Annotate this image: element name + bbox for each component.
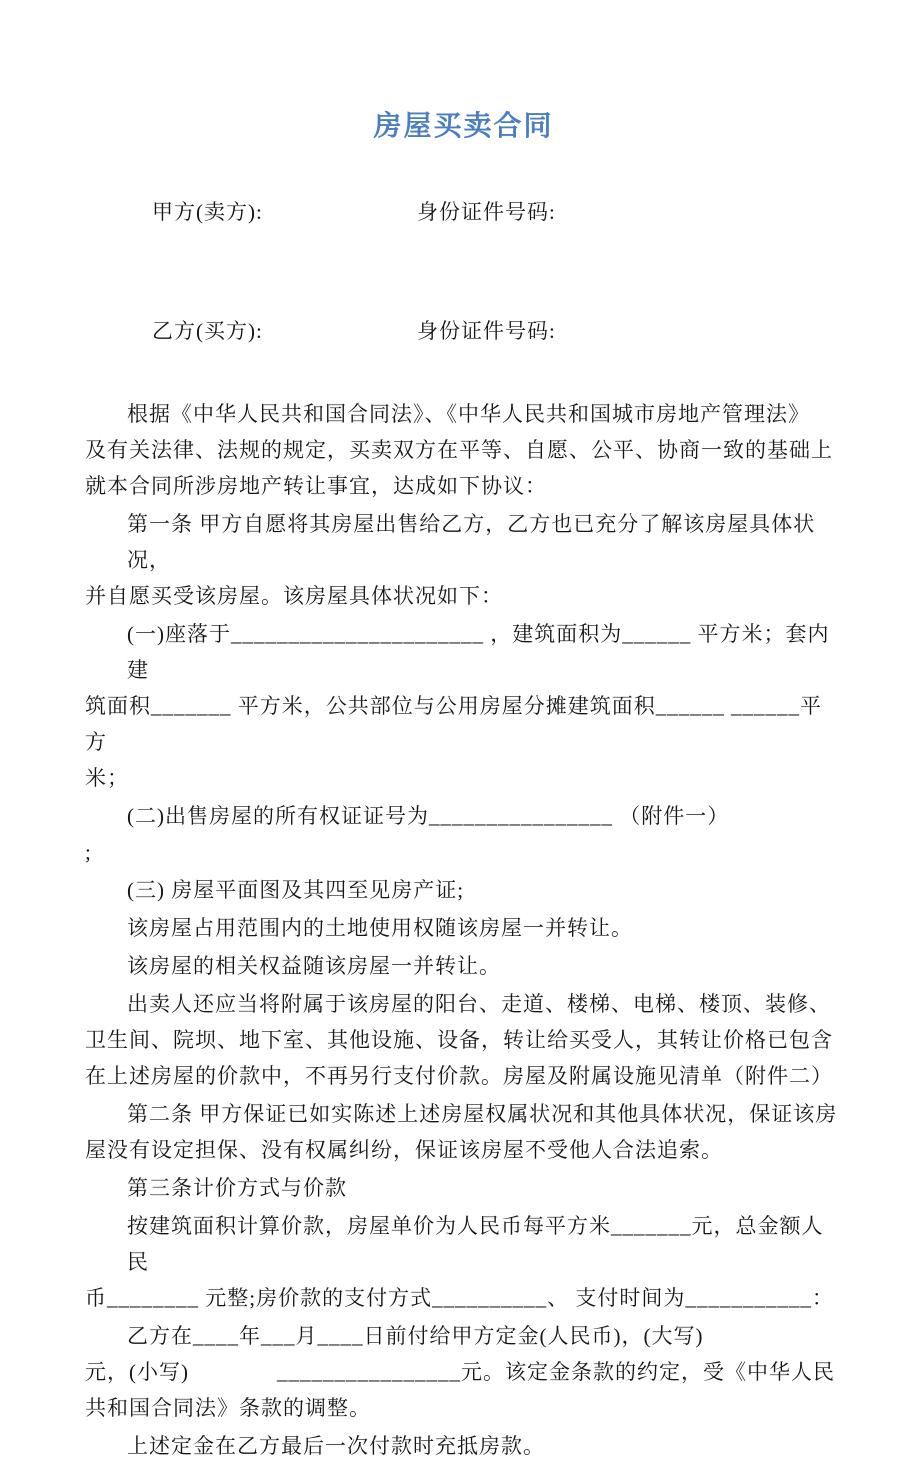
paragraph-attachments-transfer: [85, 986, 842, 1094]
contract-line: 第三条计价方式与价款: [127, 1176, 347, 1200]
seller-id-label: 身份证件号码:: [417, 200, 556, 224]
contract-line: 卫生间、院坝、地下室、其他设施、设备，转让给买受人，其转让价格已包含: [85, 1028, 833, 1052]
paragraph-item-3-floorplan: [85, 872, 842, 908]
buyer-id-label: 身份证件号码:: [417, 319, 556, 343]
contract-line: 在上述房屋的价款中，不再另行支付价款。房屋及附属设施见清单（附件二）: [85, 1064, 833, 1088]
contract-line: ;: [85, 840, 92, 864]
contract-line: 筑面积_______ 平方米，公共部位与公用房屋分摊建筑面积______ ______平方: [85, 694, 822, 754]
paragraph-item-2-certificate: [85, 798, 842, 870]
contract-line: 元，(小写) ________________元。该定金条款的约定，受《中华人民: [85, 1360, 835, 1384]
paragraph-preamble: [85, 396, 842, 504]
seller-label: 甲方(卖方):: [152, 200, 263, 224]
contract-line: 根据《中华人民共和国合同法》、《中华人民共和国城市房地产管理法》: [127, 402, 810, 426]
contract-line: 第二条 甲方保证已如实陈述上述房屋权属状况和其他具体状况，保证该房: [127, 1102, 838, 1126]
paragraph-item-1-location: [85, 616, 842, 796]
paragraph-price-calculation: [85, 1208, 842, 1316]
contract-line: 并自愿买受该房屋。该房屋具体状况如下：: [85, 584, 503, 608]
contract-line: 币________ 元整;房价款的支付方式__________、 支付时间为___________：: [85, 1286, 834, 1310]
contract-line: 该房屋占用范围内的土地使用权随该房屋一并转让。: [127, 916, 633, 940]
contract-line: 乙方在____年___月____日前付给甲方定金(人民币)，(大写): [127, 1324, 704, 1348]
contract-line: 第一条 甲方自愿将其房屋出售给乙方，乙方也已充分了解该房屋具体状况，: [127, 512, 816, 572]
contract-line: 米；: [85, 766, 129, 790]
paragraph-article-1: [85, 506, 842, 614]
paragraph-article-2: [85, 1096, 842, 1168]
contract-line: 按建筑面积计算价款，房屋单价为人民币每平方米_______元，总金额人民: [127, 1214, 824, 1274]
contract-line: (三) 房屋平面图及其四至见房产证;: [127, 878, 465, 902]
contract-line: (一)座落于______________________ ，建筑面积为______ 平方米；套内建: [127, 622, 830, 682]
contract-line: 共和国合同法》条款的调整。: [85, 1396, 371, 1420]
contract-line: 出卖人还应当将附属于该房屋的阳台、走道、楼梯、电梯、楼顶、装修、: [127, 992, 831, 1016]
contract-line: 及有关法律、法规的规定，买卖双方在平等、自愿、公平、协商一致的基础上: [85, 438, 833, 462]
document-title: 房屋买卖合同: [373, 110, 554, 141]
contract-line: (二)出售房屋的所有权证证号为________________ （附件一）: [127, 804, 730, 828]
paragraph-deposit-offset: [85, 1428, 842, 1464]
paragraph-article-3-heading: [85, 1170, 842, 1206]
party-line-seller: [85, 158, 842, 266]
party-line-buyer: [85, 277, 842, 385]
contract-line: 上述定金在乙方最后一次付款时充抵房款。: [127, 1434, 545, 1458]
buyer-label: 乙方(买方):: [152, 319, 263, 343]
paragraph-deposit: [85, 1318, 842, 1426]
paragraph-land-use-right: [85, 910, 842, 946]
paragraph-related-rights: [85, 948, 842, 984]
contract-line: 屋没有设定担保、没有权属纠纷，保证该房屋不受他人合法追索。: [85, 1138, 723, 1162]
contract-line: 就本合同所涉房地产转让事宜，达成如下协议：: [85, 474, 547, 498]
contract-line: 该房屋的相关权益随该房屋一并转让。: [127, 954, 501, 978]
